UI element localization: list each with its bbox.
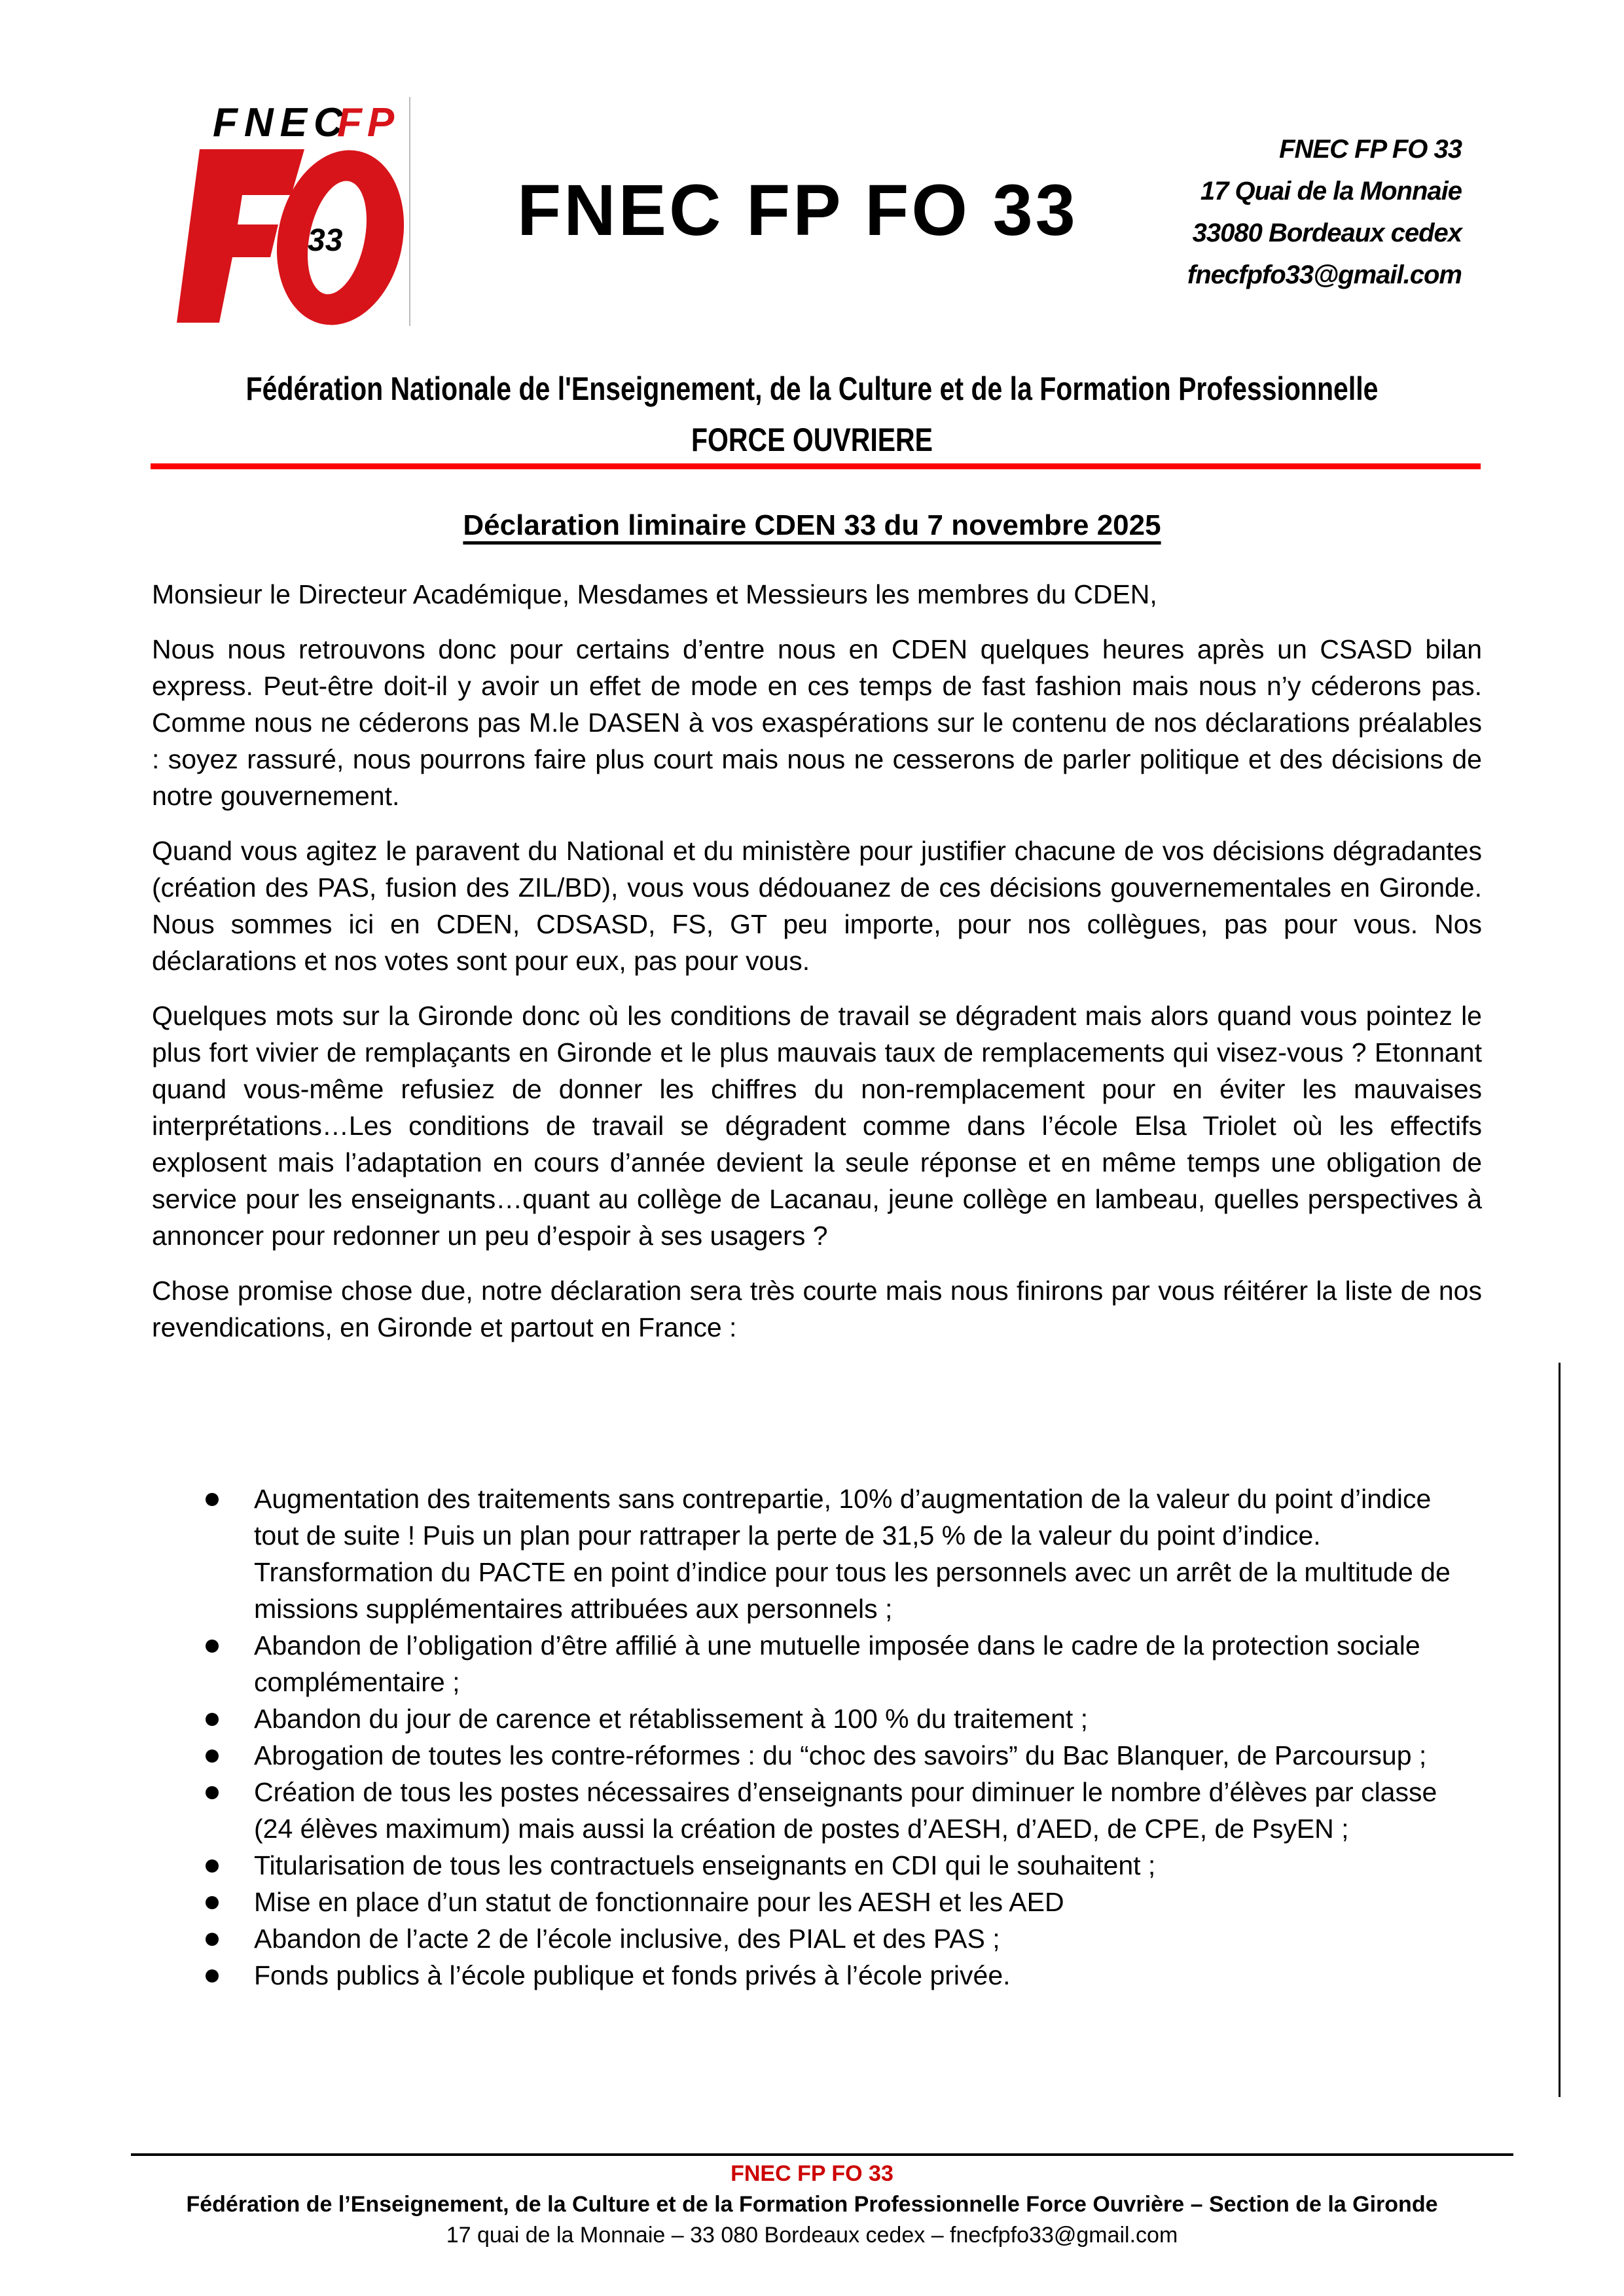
document-body	[152, 576, 1482, 1364]
header-address-block	[1187, 128, 1462, 296]
header-red-divider	[151, 463, 1481, 469]
demand-item: Abandon du jour de carence et rétablissement à 100 % du traitement ;	[196, 1700, 1479, 1737]
page-footer	[0, 2159, 1624, 2250]
bullet-icon	[206, 1749, 219, 1763]
body-paragraph: Quand vous agitez le paravent du National et du ministère pour justifier chacune de vos décisions dégradantes (création des PAS, fusion des ZIL/BD), vous vous dédouanez de ces décisions gouvernementales en Gironde. Nous sommes ici en CDEN, CDSASD, FS, GT peu importe, pour nos collègues, pas pour vous. Nos déclarations et nos votes sont pour eux, pas pour vous.	[152, 836, 1482, 976]
demands-list	[196, 1480, 1479, 1994]
footer-divider	[131, 2153, 1513, 2156]
bullet-icon	[206, 1859, 219, 1873]
address-street: 17 Quai de la Monnaie	[1200, 177, 1462, 206]
organization-title: FNEC FP FO 33	[517, 170, 1078, 251]
logo-fp-text: FP	[337, 100, 400, 145]
salutation-paragraph: Monsieur le Directeur Académique, Mesdames et Messieurs les membres du CDEN,	[152, 579, 1157, 609]
bullet-icon	[206, 1933, 219, 1946]
demand-item: Titularisation de tous les contractuels enseignants en CDI qui le souhaitent ;	[196, 1847, 1479, 1884]
demand-item: Augmentation des traitements sans contrepartie, 10% d’augmentation de la valeur du point d’indice tout de suite ! Puis un plan pour rattraper la perte de 31,5 % de la valeur du point d’indice. Transformation du PACTE en point d’indice pour tous les personnels avec un arrêt de la multitude de missions supplémentaires attribuées aux personnels ;	[196, 1480, 1479, 1627]
demand-item: Création de tous les postes nécessaires d’enseignants pour diminuer le nombre d’élèves par classe (24 élèves maximum) mais aussi la création de postes d’AESH, d’AED, de CPE, de PsyEN ;	[196, 1774, 1479, 1847]
bullet-icon	[206, 1640, 219, 1653]
bullet-icon	[206, 1493, 219, 1506]
demand-item: Abandon de l’acte 2 de l’école inclusive, des PIAL et des PAS ;	[196, 1920, 1479, 1957]
logo-33-text: 33	[308, 223, 343, 258]
bullet-icon	[206, 1786, 219, 1799]
address-email: fnecfpfo33@gmail.com	[1187, 260, 1462, 289]
body-paragraph: Chose promise chose due, notre déclaration sera très courte mais nous finirons par vous réitérer la liste de nos revendications, en Gironde et partout en France :	[152, 1276, 1482, 1342]
demand-item: Fonds publics à l’école publique et fonds privés à l’école privée.	[196, 1957, 1479, 1994]
address-city: 33080 Bordeaux cedex	[1192, 219, 1462, 247]
federation-line-2: FORCE OUVRIERE	[691, 422, 933, 458]
document-heading: Déclaration liminaire CDEN 33 du 7 novembre 2025	[463, 509, 1161, 541]
bullet-icon	[206, 1896, 219, 1909]
footer-org: FNEC FP FO 33	[731, 2161, 893, 2186]
body-paragraph: Nous nous retrouvons donc pour certains d’entre nous en CDEN quelques heures après un CSASD bilan express. Peut-être doit-il y avoir un effet de mode en ces temps de fast fashion mais nous n’y céderons pas. Comme nous ne céderons pas M.le DASEN à vos exaspérations sur le contenu de nos déclarations préalables : soyez rassuré, nous pourrons faire plus court mais nous ne cesserons de parler politique et des décisions de notre gouvernement.	[152, 634, 1482, 811]
body-paragraph: Quelques mots sur la Gironde donc où les conditions de travail se dégradent mais alors quand vous pointez le plus fort vivier de remplaçants en Gironde et le plus mauvais taux de remplacements qui visez-vous ? Etonnant quand vous-même refusiez de donner les chiffres du non-remplacement pour en éviter les mauvaises interprétations…Les conditions de travail se dégradent comme dans l’école Elsa Triolet où les effectifs explosent mais l’adaptation en cours d’année devient la seule réponse et en même temps une obligation de service pour les enseignants…quant au collège de Lacanau, jeune collège en lambeau, quelles perspectives à annoncer pour redonner un peu d’espoir à ses usagers ?	[152, 1001, 1482, 1251]
margin-vertical-line	[1559, 1363, 1561, 2097]
demand-item: Abandon de l’obligation d’être affilié à une mutuelle imposée dans le cadre de la protection sociale complémentaire ;	[196, 1627, 1479, 1700]
footer-address: 17 quai de la Monnaie – 33 080 Bordeaux cedex – fnecfpfo33@gmail.com	[446, 2223, 1178, 2248]
demand-item: Abrogation de toutes les contre-réformes : du “choc des savoirs” du Bac Blanquer, de Parcoursup ;	[196, 1737, 1479, 1774]
footer-federation: Fédération de l’Enseignement, de la Culture et de la Formation Professionnelle Force Ouvrière – Section de la Gironde	[186, 2192, 1438, 2217]
fo-logo-icon	[173, 97, 409, 326]
fnec-fp-fo-33-logo	[173, 97, 410, 326]
federation-line-1: Fédération Nationale de l'Enseignement, de la Culture et de la Formation Professionnelle	[245, 370, 1379, 407]
logo-fnec-text: FNEC	[213, 100, 350, 145]
bullet-icon	[206, 1713, 219, 1726]
address-org: FNEC FP FO 33	[1279, 135, 1462, 164]
demand-item: Mise en place d’un statut de fonctionnaire pour les AESH et les AED	[196, 1884, 1479, 1920]
bullet-icon	[206, 1969, 219, 1982]
federation-name	[146, 363, 1477, 465]
